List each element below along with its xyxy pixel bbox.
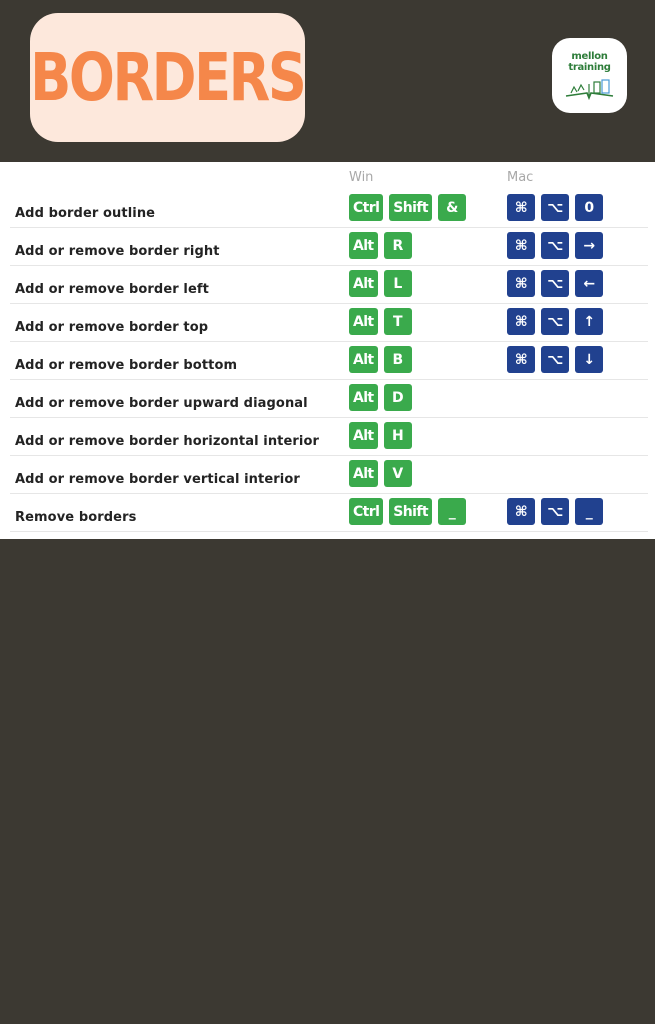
mac-key: ⌥	[541, 194, 569, 221]
win-key: Alt	[349, 384, 378, 411]
header	[0, 0, 655, 162]
table-row	[10, 494, 648, 532]
table-row	[10, 266, 648, 304]
logo-line-1: mellon	[571, 51, 608, 62]
win-key: L	[384, 270, 412, 297]
shortcut-label: Add or remove border top	[15, 320, 209, 335]
table-row	[10, 456, 648, 494]
mac-key: ⌥	[541, 346, 569, 373]
win-keys	[349, 422, 412, 449]
mac-key: ⌘	[507, 270, 535, 297]
mac-key: ⌥	[541, 270, 569, 297]
mac-keys	[507, 270, 603, 297]
win-key: R	[384, 232, 412, 259]
table-row	[10, 304, 648, 342]
mac-key: →	[575, 232, 603, 259]
win-column-header: Win	[349, 170, 374, 185]
shortcut-label: Add or remove border vertical interior	[15, 472, 300, 487]
win-key: B	[384, 346, 412, 373]
win-key: Shift	[389, 194, 432, 221]
shortcut-label: Add or remove border bottom	[15, 358, 238, 373]
mac-key: ⌥	[541, 232, 569, 259]
win-keys	[349, 384, 412, 411]
win-keys	[349, 308, 412, 335]
win-key: Alt	[349, 346, 378, 373]
mac-key: ⌘	[507, 232, 535, 259]
shortcut-table	[0, 162, 655, 539]
mac-keys	[507, 498, 603, 525]
win-key: Alt	[349, 270, 378, 297]
table-row	[10, 190, 648, 228]
win-key: Alt	[349, 460, 378, 487]
shortcut-label: Add or remove border right	[15, 244, 220, 259]
win-key: _	[438, 498, 466, 525]
mac-key: ⌥	[541, 308, 569, 335]
shortcut-label: Add or remove border upward diagonal	[15, 396, 308, 411]
shortcut-label: Add border outline	[15, 206, 156, 221]
table-row	[10, 418, 648, 456]
win-key: H	[384, 422, 412, 449]
win-key: Shift	[389, 498, 432, 525]
mellon-training-logo	[552, 38, 627, 113]
win-key: V	[384, 460, 412, 487]
mac-key: ⌘	[507, 194, 535, 221]
shortcut-label: Remove borders	[15, 510, 137, 525]
win-key: Alt	[349, 308, 378, 335]
win-key: D	[384, 384, 412, 411]
win-key: Ctrl	[349, 194, 383, 221]
mac-column-header: Mac	[507, 170, 534, 185]
table-row	[10, 342, 648, 380]
mac-key: ←	[575, 270, 603, 297]
mac-key: ⌘	[507, 498, 535, 525]
mac-keys	[507, 346, 603, 373]
mac-keys	[507, 232, 603, 259]
win-key: Ctrl	[349, 498, 383, 525]
mac-keys	[507, 308, 603, 335]
mac-key: ⌘	[507, 346, 535, 373]
win-keys	[349, 194, 466, 221]
shortcut-label: Add or remove border left	[15, 282, 209, 297]
win-key: T	[384, 308, 412, 335]
win-keys	[349, 460, 412, 487]
mac-keys	[507, 194, 603, 221]
open-book-icon	[563, 78, 616, 100]
table-row	[10, 380, 648, 418]
mac-key: ⌥	[541, 498, 569, 525]
win-key: Alt	[349, 232, 378, 259]
mac-key: ⌘	[507, 308, 535, 335]
mac-key: ↓	[575, 346, 603, 373]
logo-text	[552, 51, 627, 73]
table-row	[10, 228, 648, 266]
page-title: BORDERS	[30, 39, 305, 116]
win-keys	[349, 346, 412, 373]
win-key: &	[438, 194, 466, 221]
logo-line-2: training	[568, 62, 611, 73]
title-card	[30, 13, 305, 142]
win-keys	[349, 498, 466, 525]
win-key: Alt	[349, 422, 378, 449]
win-keys	[349, 232, 412, 259]
mac-key: ↑	[575, 308, 603, 335]
mac-key: 0	[575, 194, 603, 221]
mac-key: _	[575, 498, 603, 525]
shortcut-label: Add or remove border horizontal interior	[15, 434, 320, 449]
win-keys	[349, 270, 412, 297]
